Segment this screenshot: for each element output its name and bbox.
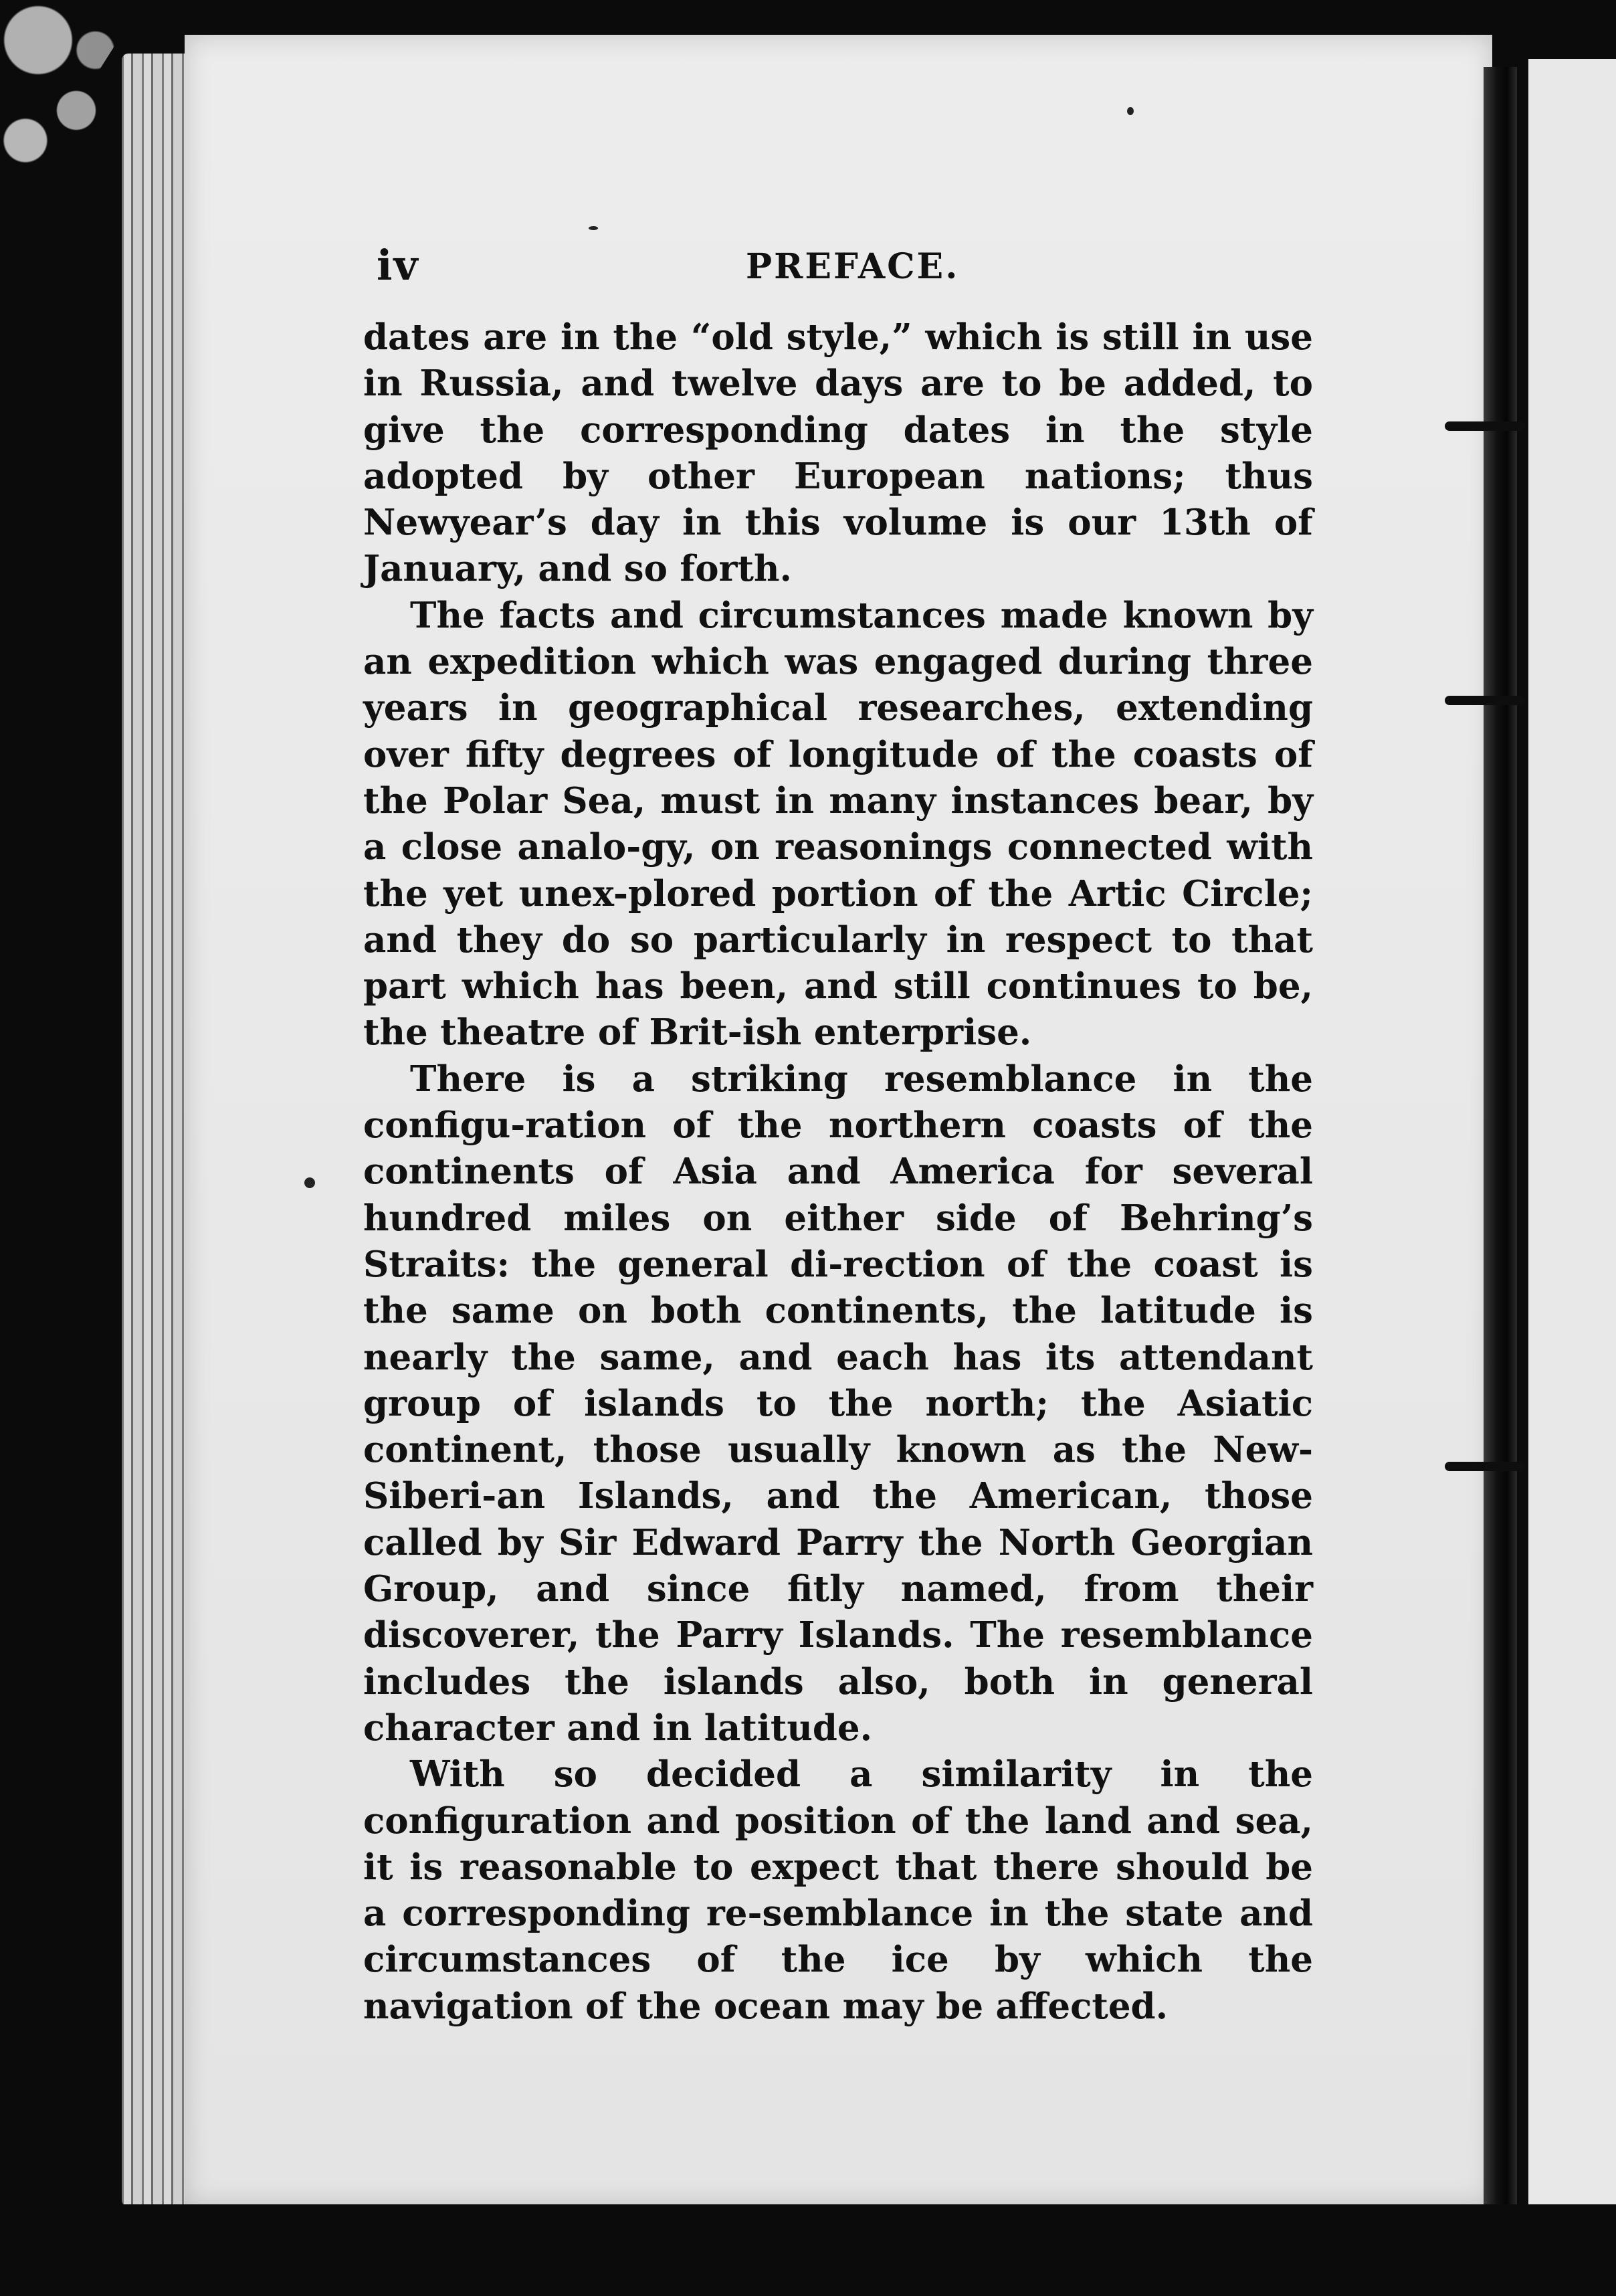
spine-binding-mark [1445, 696, 1525, 705]
spine-binding-mark [1445, 421, 1525, 431]
page-header [363, 241, 1313, 301]
book-spine-shadow [1484, 67, 1517, 2214]
torn-paper-fragment [0, 0, 127, 201]
adjacent-page-edge [1528, 59, 1616, 2214]
paragraph: dates are in the “old style,” which is still in use in Russia, and twelve days are to be added, to give the corresponding dates in the style adopted by other European nations; thus Newyear’s day in this volume is our 13th of January, and so forth. [363, 316, 1313, 590]
paragraph: There is a striking resemblance in the configu-ration of the northern coasts of the continents of Asia and America for several hundred miles on either side of Behring’s Straits: the general di-rection of the coast is the same on both continents, the latitude is nearly the same, and each has its attendant group of islands to the north; the Asiatic continent, those usually known as the New-Siberi-an Islands, and the American, those called by Sir Edward Parry the North Georgian Group, and since fitly named, from their discoverer, the Parry Islands. The resemblance includes the islands also, both in general character and in latitude. [363, 1058, 1313, 1749]
paragraph: With so decided a similarity in the configuration and position of the land and sea, it is reasonable to expect that there should be a corresponding re-semblance in the state and circumstances of the ice by which the navigation of the ocean may be affected. [363, 1753, 1313, 2027]
ink-speck [304, 1177, 315, 1188]
ink-speck [1127, 107, 1134, 115]
page-text-block [363, 241, 1313, 2030]
ink-speck [589, 226, 598, 230]
spine-binding-mark [1445, 1462, 1525, 1471]
paragraph: The facts and circumstances made known by an expedition which was engaged during three years in geographical researches, extending over fifty degrees of longitude of the coasts of the Polar Sea, must in many instances bear, by a close analo-gy, on reasonings connected with the yet unex-plored portion of the Artic Circle; and they do so particularly in respect to that part which has been, and still continues to be, the theatre of Brit-ish enterprise. [363, 594, 1313, 1054]
scan-border-bottom [0, 2204, 1616, 2296]
page-number: iv [377, 241, 419, 290]
running-head: PREFACE. [746, 246, 960, 287]
